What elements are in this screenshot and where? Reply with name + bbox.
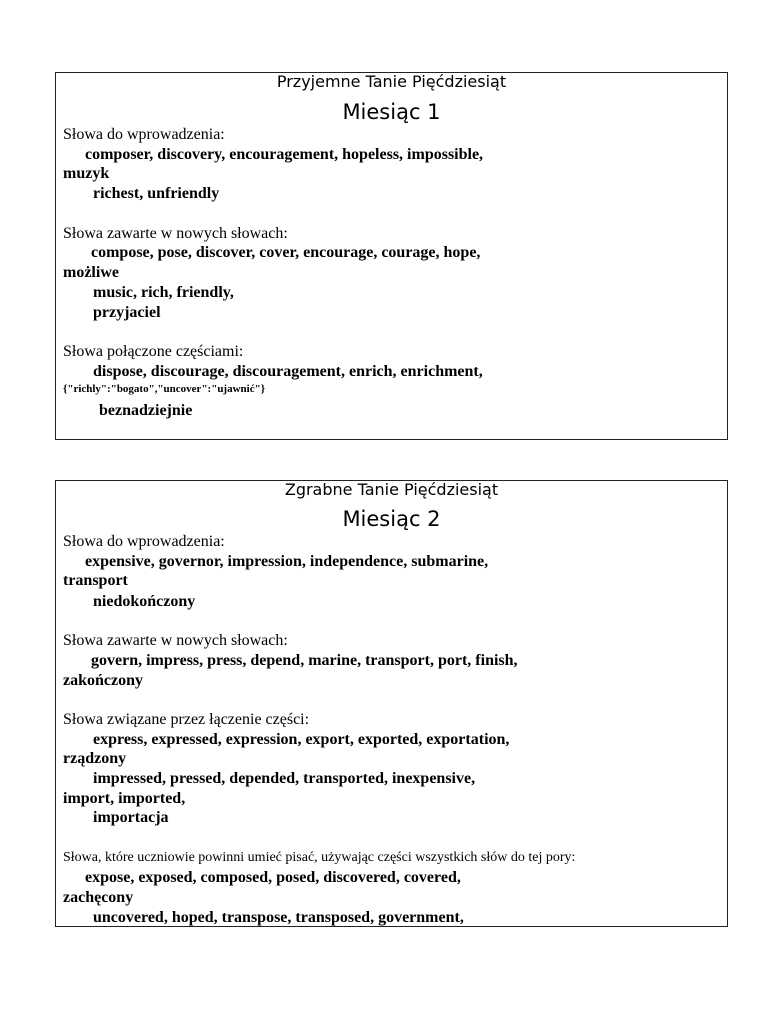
joined-words-line: dispose, discourage, discouragement, enrich, enrichment, <box>93 363 483 380</box>
joined-heading: Słowa połączone częściami: <box>63 343 244 360</box>
contained-words-line: govern, impress, press, depend, marine, transport, port, finish, <box>91 652 518 669</box>
contained-heading: Słowa zawarte w nowych słowach: <box>63 632 288 649</box>
spelling-words-line: zachęcony <box>63 889 134 906</box>
intro-heading: Słowa do wprowadzenia: <box>63 126 225 143</box>
intro-words-line: composer, discovery, encouragement, hopeless, impossible, <box>85 146 484 163</box>
intro-heading: Słowa do wprowadzenia: <box>63 533 225 550</box>
joined-words-line: beznadziejnie <box>99 402 193 419</box>
card-month: Miesiąc 2 <box>342 507 441 531</box>
spelling-words-line: expose, exposed, composed, posed, discovered, covered, <box>85 869 461 886</box>
contained-words-line: compose, pose, discover, cover, encourage, courage, hope, <box>91 244 481 261</box>
intro-words-line: expensive, governor, impression, independence, submarine, <box>85 553 489 570</box>
contained-words-line: music, rich, friendly, <box>93 284 234 301</box>
joined-words-line: rządzony <box>63 750 127 767</box>
contained-words-line: możliwe <box>63 264 119 281</box>
contained-words-line: przyjaciel <box>93 304 161 321</box>
contained-words-line: zakończony <box>63 672 143 689</box>
joined-words-line: importacja <box>93 809 169 826</box>
intro-words-line: transport <box>63 572 128 589</box>
joined-heading: Słowa związane przez łączenie części: <box>63 711 310 728</box>
joined-words-line: impressed, pressed, depended, transported, inexpensive, <box>93 770 476 787</box>
intro-words-line: niedokończony <box>93 593 196 610</box>
card-title: Zgrabne Tanie Pięćdziesiąt <box>284 480 499 499</box>
intro-words-line: richest, unfriendly <box>93 185 220 202</box>
intro-words-line: muzyk <box>63 165 110 182</box>
card-month: Miesiąc 1 <box>342 100 441 124</box>
joined-words-line: {"richly":"bogato","uncover":"ujawnić"} <box>63 383 266 395</box>
month-1-card <box>55 72 728 440</box>
spelling-words-line: uncovered, hoped, transpose, transposed, government, <box>93 909 464 926</box>
card-title: Przyjemne Tanie Pięćdziesiąt <box>276 72 507 91</box>
joined-words-line: express, expressed, expression, export, exported, exportation, <box>93 731 510 748</box>
joined-words-line: import, imported, <box>63 790 186 807</box>
month-2-card <box>55 480 728 927</box>
spelling-heading: Słowa, które uczniowie powinni umieć pisać, używając części wszystkich słów do tej pory: <box>63 850 576 865</box>
contained-heading: Słowa zawarte w nowych słowach: <box>63 225 288 242</box>
